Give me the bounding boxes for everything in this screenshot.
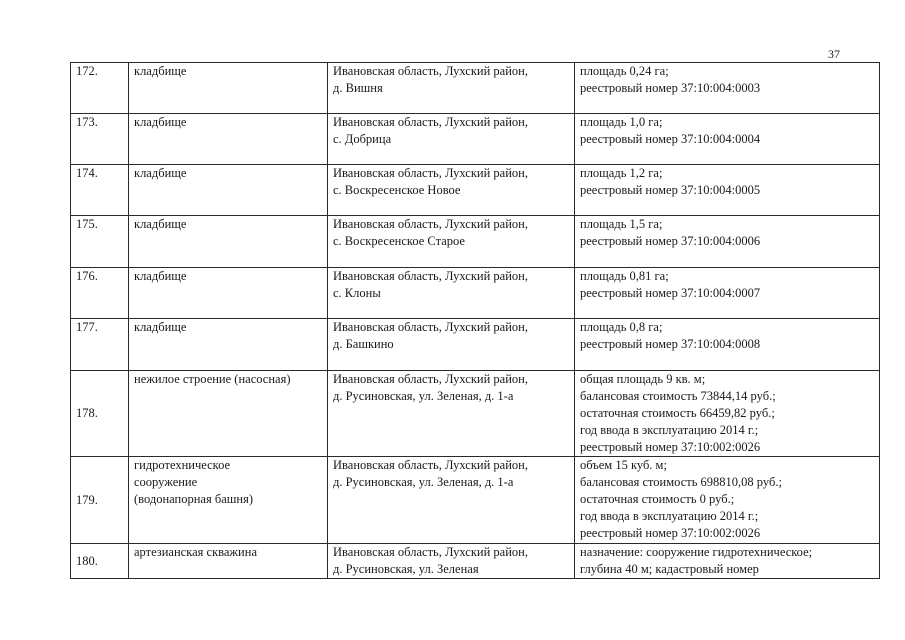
object-name-line: артезианская скважина (134, 545, 257, 559)
table-row (71, 216, 880, 268)
object-name-line: сооружение (134, 475, 198, 489)
object-name-cell (129, 319, 328, 371)
object-details-line: площадь 1,0 га; (580, 115, 663, 129)
row-number: 174. (76, 166, 98, 180)
row-number: 172. (76, 64, 98, 78)
object-details-line: глубина 40 м; кадастровый номер (580, 562, 759, 576)
object-name-line: кладбище (134, 166, 187, 180)
object-address-line: д. Вишня (333, 81, 383, 95)
object-details-line: общая площадь 9 кв. м; (580, 372, 706, 386)
table-row (71, 165, 880, 216)
table-row (71, 268, 880, 319)
object-address-line: д. Русиновская, ул. Зеленая (333, 562, 479, 576)
object-address-cell (328, 371, 575, 457)
object-details-line: реестровый номер 37:10:002:0026 (580, 440, 761, 454)
row-number-cell (71, 319, 129, 371)
object-name-line: кладбище (134, 269, 187, 283)
object-details-line: площадь 0,24 га; (580, 64, 669, 78)
object-name-cell (129, 457, 328, 544)
object-details-cell (575, 216, 880, 268)
object-address-line: Ивановская область, Лухский район, (333, 458, 528, 472)
object-name-cell (129, 63, 328, 114)
object-details-line: реестровый номер 37:10:004:0003 (580, 81, 761, 95)
object-details-cell (575, 544, 880, 579)
object-address-line: с. Добрица (333, 132, 392, 146)
object-address-line: Ивановская область, Лухский район, (333, 166, 528, 180)
object-details-cell (575, 165, 880, 216)
table-row (71, 544, 880, 579)
object-address-line: с. Воскресенское Старое (333, 234, 465, 248)
object-details-cell (575, 457, 880, 544)
object-name-cell (129, 165, 328, 216)
object-address-cell (328, 216, 575, 268)
row-number-cell (71, 165, 129, 216)
object-details-cell (575, 114, 880, 165)
row-number: 176. (76, 269, 98, 283)
property-registry-table (70, 62, 880, 579)
object-details-cell (575, 319, 880, 371)
row-number-cell (71, 457, 129, 544)
object-address-line: Ивановская область, Лухский район, (333, 320, 528, 334)
row-number: 179. (76, 492, 98, 507)
row-number-cell (71, 63, 129, 114)
table-row (71, 371, 880, 457)
row-number: 177. (76, 320, 98, 334)
object-name-line: кладбище (134, 115, 187, 129)
object-name-line: кладбище (134, 320, 187, 334)
object-name-line: кладбище (134, 64, 187, 78)
object-address-line: Ивановская область, Лухский район, (333, 115, 528, 129)
row-number-cell (71, 544, 129, 579)
table-row (71, 114, 880, 165)
object-address-line: с. Воскресенское Новое (333, 183, 461, 197)
row-number: 180. (76, 553, 98, 568)
object-details-line: остаточная стоимость 66459,82 руб.; (580, 406, 775, 420)
table-row (71, 63, 880, 114)
object-name-cell (129, 268, 328, 319)
object-details-line: площадь 1,2 га; (580, 166, 663, 180)
object-address-line: Ивановская область, Лухский район, (333, 269, 528, 283)
row-number: 178. (76, 406, 98, 420)
object-details-cell (575, 268, 880, 319)
object-address-line: д. Русиновская, ул. Зеленая, д. 1-а (333, 475, 514, 489)
object-address-line: Ивановская область, Лухский район, (333, 217, 528, 231)
page-number: 37 (828, 47, 840, 61)
object-details-line: балансовая стоимость 73844,14 руб.; (580, 389, 776, 403)
object-name-line: кладбище (134, 217, 187, 231)
object-address-line: д. Башкино (333, 337, 394, 351)
object-details-line: реестровый номер 37:10:002:0026 (580, 526, 761, 540)
object-address-line: с. Клоны (333, 286, 381, 300)
row-number-cell (71, 216, 129, 268)
row-number: 173. (76, 115, 98, 129)
object-details-line: реестровый номер 37:10:004:0006 (580, 234, 761, 248)
object-details-line: реестровый номер 37:10:004:0007 (580, 286, 761, 300)
object-details-line: площадь 1,5 га; (580, 217, 663, 231)
object-name-cell (129, 216, 328, 268)
object-name-line: гидротехническое (134, 458, 231, 472)
object-name-line: (водонапорная башня) (134, 492, 253, 506)
row-number: 175. (76, 217, 98, 231)
object-name-cell (129, 371, 328, 457)
registry-table-body (71, 63, 880, 579)
object-details-cell (575, 63, 880, 114)
row-number-cell (71, 268, 129, 319)
object-details-line: год ввода в эксплуатацию 2014 г.; (580, 423, 759, 437)
object-name-cell (129, 544, 328, 579)
object-address-cell (328, 63, 575, 114)
object-details-line: реестровый номер 37:10:004:0004 (580, 132, 761, 146)
object-address-cell (328, 165, 575, 216)
object-details-cell (575, 371, 880, 457)
object-address-line: д. Русиновская, ул. Зеленая, д. 1-а (333, 389, 514, 403)
object-address-cell (328, 457, 575, 544)
row-number-cell (71, 114, 129, 165)
object-details-line: назначение: сооружение гидротехническое; (580, 545, 813, 559)
object-details-line: объем 15 куб. м; (580, 458, 667, 472)
object-address-line: Ивановская область, Лухский район, (333, 545, 528, 559)
object-name-cell (129, 114, 328, 165)
object-details-line: год ввода в эксплуатацию 2014 г.; (580, 509, 759, 523)
object-address-cell (328, 319, 575, 371)
object-details-line: реестровый номер 37:10:004:0005 (580, 183, 761, 197)
object-address-cell (328, 544, 575, 579)
object-details-line: площадь 0,8 га; (580, 320, 663, 334)
row-number-cell (71, 371, 129, 457)
object-details-line: балансовая стоимость 698810,08 руб.; (580, 475, 782, 489)
object-details-line: площадь 0,81 га; (580, 269, 669, 283)
object-name-line: нежилое строение (насосная) (134, 372, 291, 386)
object-details-line: остаточная стоимость 0 руб.; (580, 492, 735, 506)
object-address-line: Ивановская область, Лухский район, (333, 372, 528, 386)
object-address-cell (328, 268, 575, 319)
table-row (71, 319, 880, 371)
table-row (71, 457, 880, 544)
object-address-cell (328, 114, 575, 165)
object-details-line: реестровый номер 37:10:004:0008 (580, 337, 761, 351)
object-address-line: Ивановская область, Лухский район, (333, 64, 528, 78)
